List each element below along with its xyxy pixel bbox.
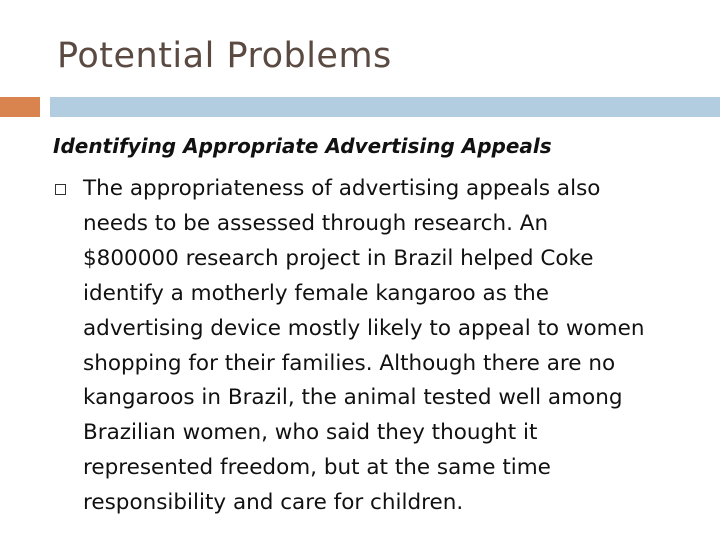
- bullet-line: advertising device mostly likely to appeal to women: [83, 315, 645, 341]
- bullet-line: kangaroos in Brazil, the animal tested well among: [83, 385, 623, 411]
- accent-bar-orange: [0, 97, 40, 117]
- bullet-line: Brazilian women, who said they thought it: [83, 420, 538, 446]
- bullet-line: The appropriateness of advertising appeals also: [83, 176, 601, 201]
- bullet-line: represented freedom, but at the same time: [83, 455, 551, 481]
- bullet-box-icon: [55, 184, 66, 195]
- slide-subheading: Identifying Appropriate Advertising Appeals: [53, 134, 552, 158]
- bullet-line: needs to be assessed through research. An: [83, 210, 549, 236]
- accent-bar-blue: [50, 97, 720, 117]
- bullet-line: shopping for their families. Although there are no: [83, 350, 616, 376]
- slide-title: Potential Problems: [57, 36, 392, 76]
- bullet-line: responsibility and care for children.: [83, 490, 464, 516]
- bullet-text: [83, 172, 693, 521]
- bullet-line: identify a motherly female kangaroo as the: [83, 280, 550, 306]
- bullet-line: $800000 research project in Brazil helped Coke: [83, 245, 594, 271]
